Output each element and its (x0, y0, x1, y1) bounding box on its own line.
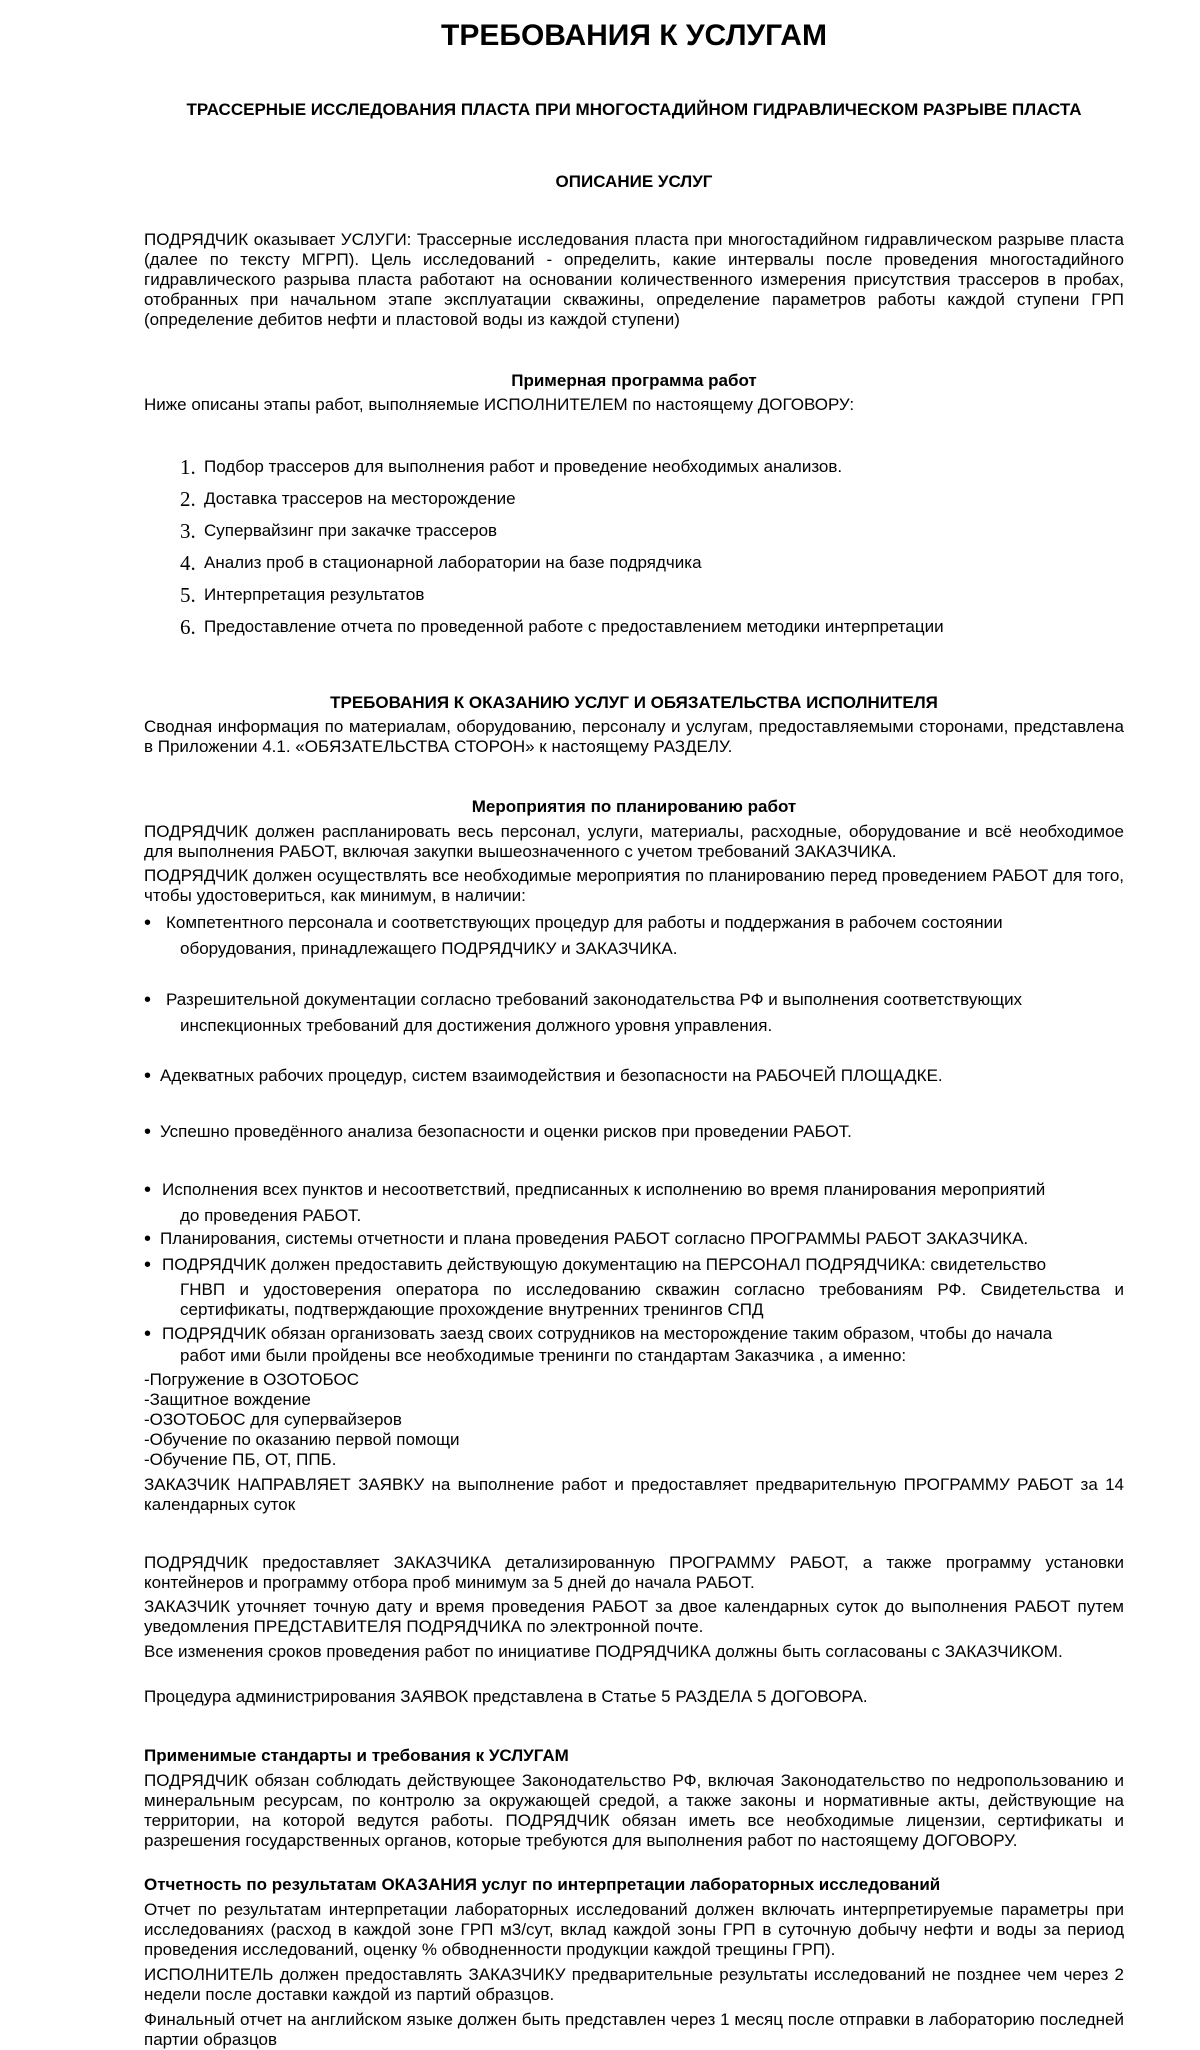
requirements-heading: ТРЕБОВАНИЯ К ОКАЗАНИЮ УСЛУГ И ОБЯЗАТЕЛЬСТВА ИСПОЛНИТЕЛЯ (330, 693, 938, 712)
request-paragraph: ЗАКАЗЧИК НАПРАВЛЯЕТ ЗАЯВКУ на выполнение работ и предоставляет предварительную ПРОГРАММУ РАБОТ за 14 календарных суток (144, 1475, 1124, 1514)
document-title: ТРЕБОВАНИЯ К УСЛУГАМ (441, 19, 827, 52)
program-heading: Примерная программа работ (511, 371, 757, 390)
program-intro: Ниже описаны этапы работ, выполняемые ИСПОЛНИТЕЛЕМ по настоящему ДОГОВОРУ: (144, 395, 855, 414)
planning-paragraph-2: ПОДРЯДЧИК должен осуществлять все необходимые мероприятия по планированию перед проведением РАБОТ для того, чтобы удостовериться, как минимум, в наличии: (144, 866, 1124, 905)
list-item: 5. Интерпретация результатов (180, 583, 425, 607)
reporting-paragraph-2: ИСПОЛНИТЕЛЬ должен предоставлять ЗАКАЗЧИКУ предварительные результаты исследований не позднее чем через 2 недели после доставки каждой из партий образцов. (144, 1965, 1124, 2004)
trainings-list (144, 1370, 1124, 1470)
planning-paragraph-4: ЗАКАЗЧИК уточняет точную дату и время проведения РАБОТ за двое календарных суток до выполнения РАБОТ путем уведомления ПРЕДСТАВИТЕЛЯ ПОДРЯДЧИКА по электронной почте. (144, 1597, 1124, 1636)
bullet-icon: • (144, 1121, 152, 1143)
list-item: 4. Анализ проб в стационарной лаборатории на базе подрядчика (180, 551, 702, 575)
planning-bullet: • ПОДРЯДЧИК обязан организовать заезд своих сотрудников на месторождение таким образом, чтобы до начала работ ими были пройдены все необходимые тренинги по стандартам Заказчика , а именно: (144, 1323, 1053, 1365)
bullet-icon: • (144, 1323, 152, 1345)
standards-text: ПОДРЯДЧИК обязан соблюдать действующее Законодательство РФ, включая Законодательство по недропользованию и минеральным ресурсам, по контролю за окружающей средой, а также законы и нормативные акты, действующие на территории, на которой ведутся работы. ПОДРЯДЧИК обязан иметь все необходимые лицензии, сертификаты и разрешения государственных органов, которые требуются для выполнения работ по настоящему ДОГОВОРУ. (144, 1771, 1124, 1850)
bullet-icon: • (144, 1254, 152, 1276)
planning-heading: Мероприятия по планированию работ (471, 797, 797, 816)
bullet-icon: • (144, 1228, 152, 1250)
list-item: -Погружение в ОЗОТОБОС (144, 1370, 359, 1389)
list-item: -Обучение по оказанию первой помощи (144, 1430, 460, 1449)
planning-paragraph-1: ПОДРЯДЧИК должен распланировать весь персонал, услуги, материалы, расходные, оборудование и всё необходимое для выполнения РАБОТ, включая закупки вышеозначенного с учетом требований ЗАКАЗЧИКА. (144, 822, 1124, 861)
list-item: -Обучение ПБ, ОТ, ППБ. (144, 1450, 337, 1469)
document-subtitle: ТРАССЕРНЫЕ ИССЛЕДОВАНИЯ ПЛАСТА ПРИ МНОГОСТАДИЙНОМ ГИДРАВЛИЧЕСКОМ РАЗРЫВЕ ПЛАСТА (186, 100, 1082, 119)
reporting-paragraph-1: Отчет по результатам интерпретации лабораторных исследований должен включать интерпретируемые параметры при исследованиях (расход в каждой зоне ГРП м3/сут, вклад каждой зоны ГРП в суточную добычу нефти и воды за период проведения исследований, оценку % обводненности продукции каждой трещины ГРП). (144, 1900, 1124, 1959)
planning-bullet: • Планирования, системы отчетности и плана проведения РАБОТ согласно ПРОГРАММЫ РАБОТ ЗАКАЗЧИКА. (144, 1228, 1029, 1250)
planning-bullet: • Исполнения всех пунктов и несоответствий, предписанных к исполнению во время планирования мероприятий до проведения РАБОТ. (144, 1179, 1046, 1225)
planning-bullet: • ПОДРЯДЧИК должен предоставить действующую документацию на ПЕРСОНАЛ ПОДРЯДЧИКА: свидетельство ГНВП и удостоверения оператора по исследованию скважин согласно требованиям РФ. Свидетельства и сертификаты, подтверждающие прохождение внутренних тренингов СПД (144, 1254, 1124, 1319)
description-heading: ОПИСАНИЕ УСЛУГ (555, 172, 713, 191)
list-item: 2. Доставка трассеров на месторождение (180, 487, 516, 511)
planning-bullet: • Успешно проведённого анализа безопасности и оценки рисков при проведении РАБОТ. (144, 1121, 852, 1143)
planning-bullet: • Адекватных рабочих процедур, систем взаимодействия и безопасности на РАБОЧЕЙ ПЛОЩАДКЕ. (144, 1065, 943, 1087)
planning-paragraph-6: Процедура администрирования ЗАЯВОК представлена в Статье 5 РАЗДЕЛА 5 ДОГОВОРА. (144, 1687, 868, 1706)
planning-bullet: • Компетентного персонала и соответствующих процедур для работы и поддержания в рабочем состоянии оборудования, принадлежащего ПОДРЯДЧИКУ и ЗАКАЗЧИКА. (144, 912, 1003, 958)
bullet-icon: • (144, 912, 152, 934)
list-item: 6. Предоставление отчета по проведенной работе с предоставлением методики интерпретации (180, 615, 944, 639)
bullet-icon: • (144, 1065, 152, 1087)
requirements-text: Сводная информация по материалам, оборудованию, персоналу и услугам, предоставляемыми сторонами, представлена в Приложении 4.1. «ОБЯЗАТЕЛЬСТВА СТОРОН» к настоящему РАЗДЕЛУ. (144, 717, 1124, 756)
reporting-paragraph-3: Финальный отчет на английском языке должен быть представлен через 1 месяц после отправки в лабораторию последней партии образцов (144, 2010, 1124, 2049)
bullet-icon: • (144, 989, 152, 1011)
reporting-heading: Отчетность по результатам ОКАЗАНИЯ услуг по интерпретации лабораторных исследований (144, 1875, 941, 1894)
standards-heading: Применимые стандарты и требования к УСЛУГАМ (144, 1746, 569, 1765)
description-text: ПОДРЯДЧИК оказывает УСЛУГИ: Трассерные исследования пласта при многостадийном гидравлическом разрыве пласта (далее по тексту МГРП). Цель исследований - определить, какие интервалы после проведения многостадийного гидравлического разрыва пласта работают на основании количественного измерения присутствия трассеров в пробах, отобранных при начальном этапе эксплуатации скважины, определение параметров работы каждой ступени ГРП (определение дебитов нефти и пластовой воды из каждой ступени) (144, 230, 1124, 329)
program-steps-list (144, 451, 1124, 643)
planning-paragraph-5: Все изменения сроков проведения работ по инициативе ПОДРЯДЧИКА должны быть согласованы с ЗАКАЗЧИКОМ. (144, 1642, 1063, 1661)
list-item: -ОЗОТОБОС для супервайзеров (144, 1410, 402, 1429)
bullet-icon: • (144, 1179, 152, 1201)
planning-bullet: • Разрешительной документации согласно требований законодательства РФ и выполнения соответствующих инспекционных требований для достижения должного уровня управления. (144, 989, 1023, 1035)
planning-paragraph-3: ПОДРЯДЧИК предоставляет ЗАКАЗЧИКА детализированную ПРОГРАММУ РАБОТ, а также программу установки контейнеров и программу отбора проб минимум за 5 дней до начала РАБОТ. (144, 1553, 1124, 1592)
list-item: 3. Супервайзинг при закачке трассеров (180, 519, 498, 543)
list-item: 1. Подбор трассеров для выполнения работ и проведение необходимых анализов. (180, 455, 843, 479)
list-item: -Защитное вождение (144, 1390, 311, 1409)
